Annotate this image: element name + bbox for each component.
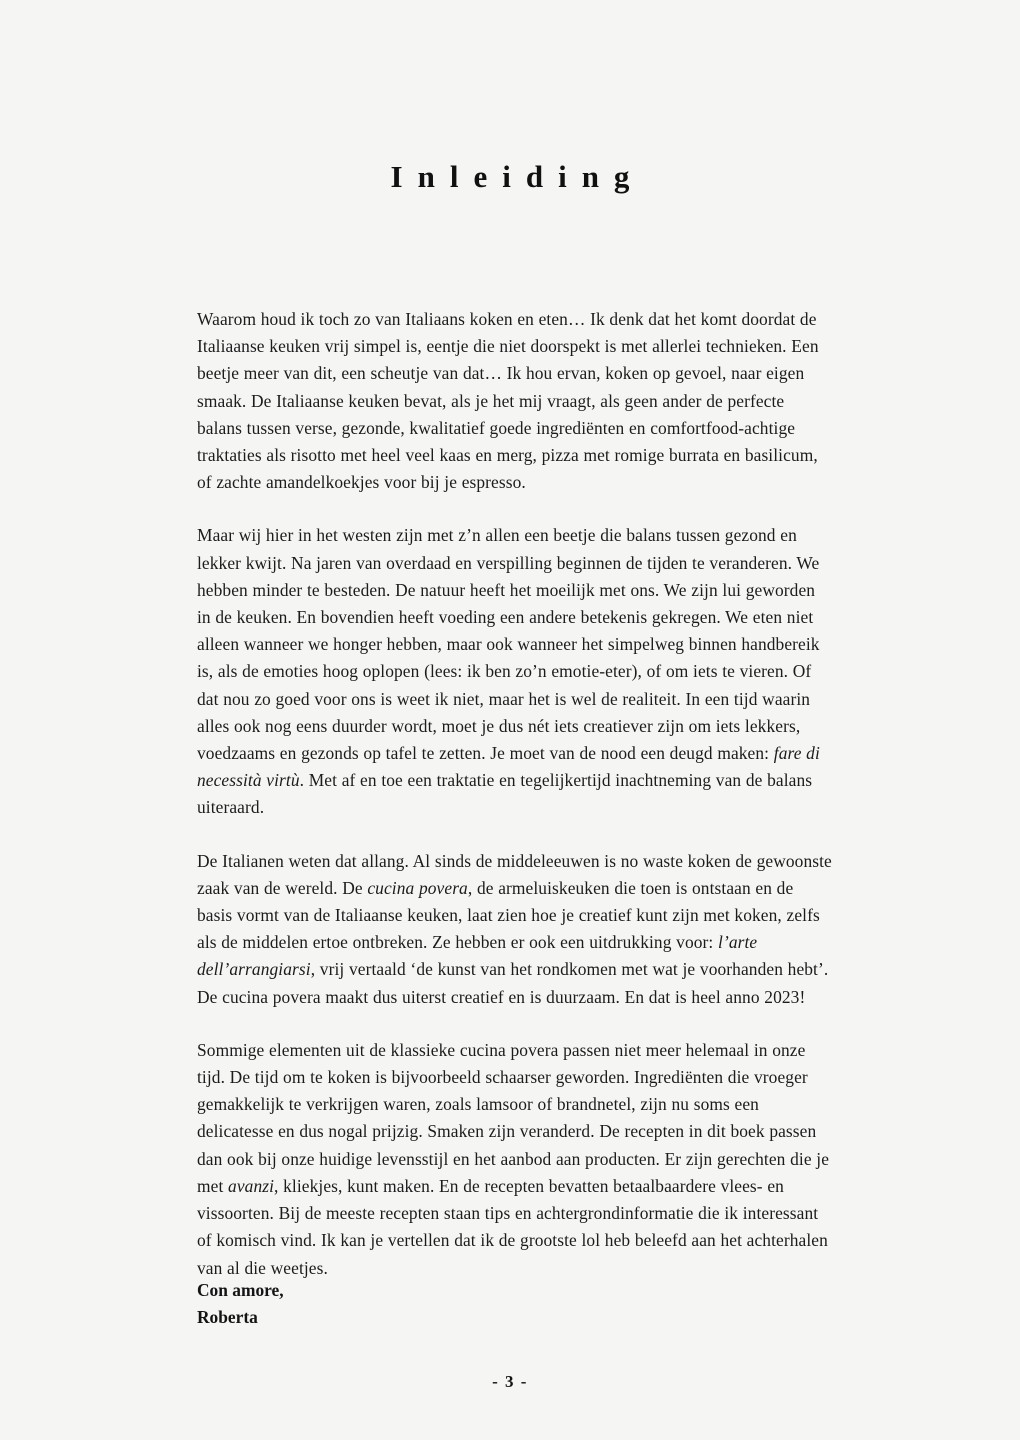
paragraph [197,306,833,496]
text-run: , vrij vertaald ‘de kunst van het rondkomen met wat je voorhanden hebt’. De cucina povera maakt dus uiterst creatief en is duurzaam. En dat is heel anno 2023! [197,959,829,1007]
text-run: . Met af en toe een traktatie en tegelijkertijd inachtneming van de balans uiteraard. [197,770,813,818]
text-run: Waarom houd ik toch zo van Italiaans koken en eten… Ik denk dat het komt doordat de Italiaanse keuken vrij simpel is, eentje die niet doorspekt is met allerlei technieken. Een beetje meer van dit, een scheutje van dat… Ik hou ervan, koken op gevoel, naar eigen smaak. De Italiaanse keuken bevat, als je het mij vraagt, als geen ander de perfecte balans tussen verse, gezonde, kwalitatief goede ingrediënten en comfortfood-achtige traktaties als risotto met heel veel kaas en merg, pizza met romige burrata en basilicum, of zachte amandelkoekjes voor bij je espresso. [197,309,819,493]
italic-phrase: avanzi [228,1175,275,1196]
italic-phrase: fare di necessità virtù [197,743,820,791]
paragraph [197,522,833,821]
text-run: Sommige elementen uit de klassieke cucina povera passen niet meer helemaal in onze tijd. De tijd om te koken is bijvoorbeeld schaarser geworden. Ingrediënten die vroeger gemakkelijk te verkrijgen waren, zoals lamsoor of brandnetel, zijn nu soms een delicatesse en dus nogal prijzig. Smaken zijn veranderd. De recepten in dit boek passen dan ook bij onze huidige levensstijl en het aanbod aan producten. Er zijn gerechten die je met [197,1039,830,1196]
body-text [197,306,833,1282]
text-run: , kliekjes, kunt maken. En de recepten bevatten betaalbaardere vlees- en vissoorten. Bij de meeste recepten staan tips en achtergrondinformatie die ik interessant of komisch vind. Ik kan je vertellen dat ik de grootste lol heb beleefd aan het achterhalen van al die weetjes. [197,1175,828,1278]
signature-block [197,1277,833,1331]
paragraph [197,848,833,1011]
text-run: Maar wij hier in het westen zijn met z’n allen een beetje die balans tussen gezond en lekker kwijt. Na jaren van overdaad en verspilling beginnen de tijden te veranderen. We hebben minder te besteden. De natuur heeft het moeilijk met ons. We zijn lui geworden in de keuken. En bovendien heeft voeding een andere betekenis gekregen. We eten niet alleen wanneer we honger hebben, maar ook wanneer het simpelweg binnen handbereik is, als de emoties hoog oplopen (lees: ik ben zo’n emotie-eter), of om iets te vieren. Of dat nou zo goed voor ons is weet ik niet, maar het is wel de realiteit. In een tijd waarin alles ook nog eens duurder wordt, moet je dus nét iets creatiever zijn om iets lekkers, voedzaams en gezonds op tafel te zetten. Je moet van de nood een deugd maken: [197,525,820,764]
italic-phrase: l’arte dell’arrangiarsi [197,932,758,980]
paragraph [197,1037,833,1282]
italic-phrase: cucina povera [367,877,468,898]
page-title: Inleiding [390,158,645,194]
text-run: De Italianen weten dat allang. Al sinds de middeleeuwen is no waste koken de gewoonste zaak van de wereld. De [197,850,832,898]
page-number: - 3 - [492,1372,528,1391]
text-run: , de armeluiskeuken die toen is ontstaan en de basis vormt van de Italiaanse keuken, laat zien hoe je creatief kunt zijn met koken, zelfs als de middelen ertoe ontbreken. Ze hebben er ook een uitdrukking voor: [197,877,820,953]
signature-name: Roberta [197,1307,258,1328]
signature-closing: Con amore, [197,1280,284,1300]
